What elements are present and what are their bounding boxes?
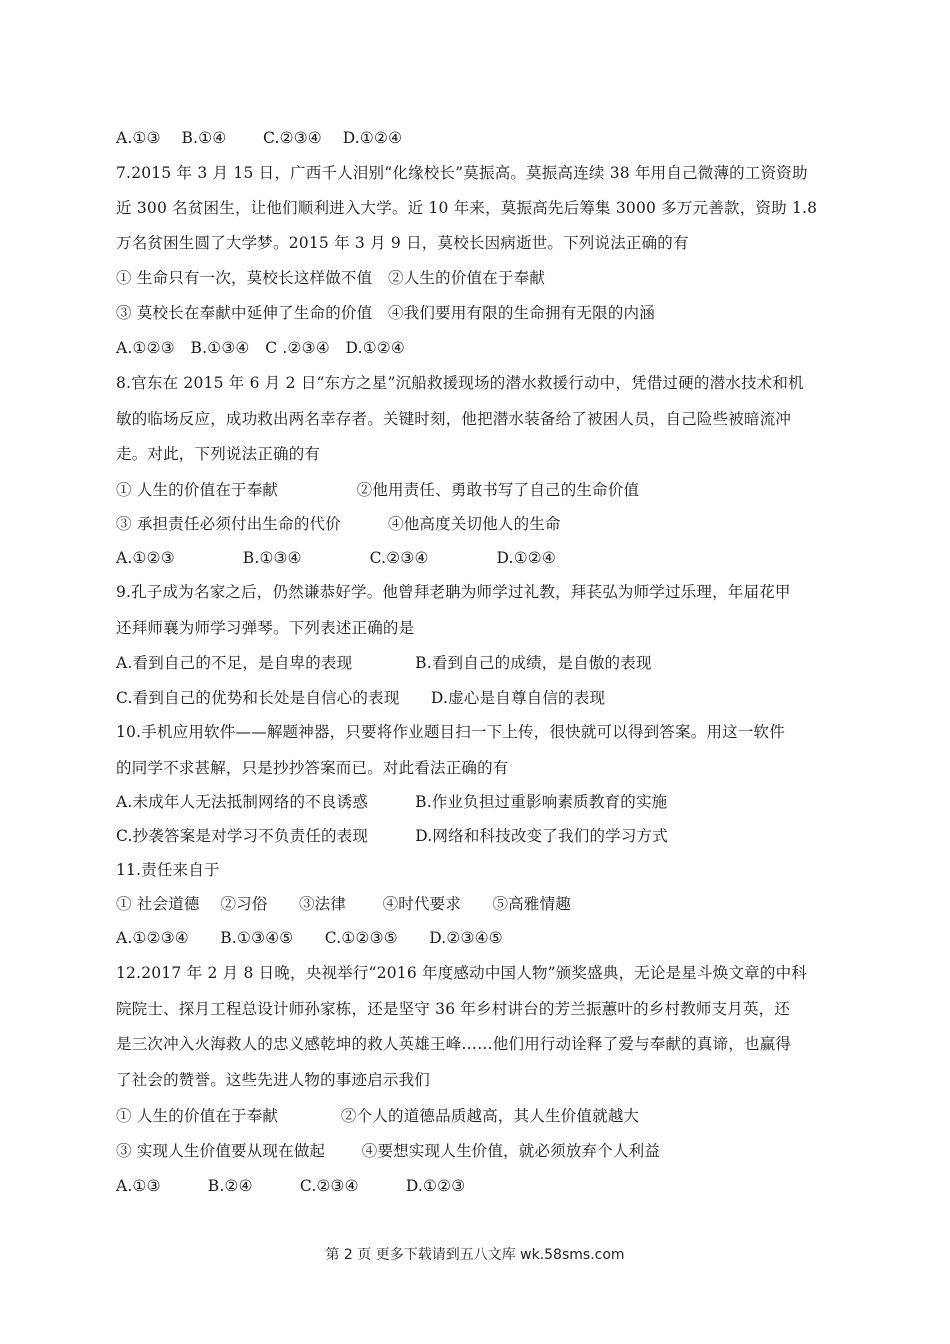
text-line: A.①②③④ B.①③④⑤ C.①②③⑤ D.②③④⑤ bbox=[116, 929, 503, 947]
text-line: ① 人生的价值在于奉献 ②他用责任、勇敢书写了自己的生命价值 bbox=[116, 481, 640, 499]
text-line: 11.责任来自于 bbox=[116, 861, 220, 879]
text-line: ③ 承担责任必须付出生命的代价 ④他高度关切他人的生命 bbox=[116, 515, 561, 533]
text-line: ① 生命只有一次，莫校长这样做不值 ②人生的价值在于奉献 bbox=[116, 269, 546, 287]
text-line: 还拜师襄为师学习弹琴。下列表述正确的是 bbox=[116, 619, 415, 637]
text-line: 走。对此，下列说法正确的有 bbox=[116, 445, 321, 463]
text-line: 院院士、探月工程总设计师孙家栋，还是坚守 36 年乡村讲台的芳兰振蕙叶的乡村教师支月英，还 bbox=[116, 1000, 791, 1018]
text-line: 9.孔子成为名家之后，仍然谦恭好学。他曾拜老聃为师学过礼教，拜苌弘为师学过乐理，年届花甲 bbox=[116, 583, 791, 601]
text-line: 12.2017 年 2 月 8 日晚，央视举行“2016 年度感动中国人物”颁奖盛典，无论是星斗焕文章的中科 bbox=[116, 964, 807, 982]
text-line: 万名贫困生圆了大学梦。2015 年 3 月 9 日，莫校长因病逝世。下列说法正确的有 bbox=[116, 234, 689, 252]
text-line: 了社会的赞誉。这些先进人物的事迹启示我们 bbox=[116, 1071, 431, 1089]
text-line: A.①③ B.②④ C.②③④ D.①②③ bbox=[116, 1177, 466, 1195]
text-line: 10.手机应用软件——解题神器，只要将作业题目扫一下上传，很快就可以得到答案。用这一软件 bbox=[116, 723, 785, 741]
text-line: 7.2015 年 3 月 15 日，广西千人泪别“化缘校长”莫振高。莫振高连续 38 年用自己微薄的工资资助 bbox=[116, 164, 808, 182]
text-line: 的同学不求甚解，只是抄抄答案而已。对此看法正确的有 bbox=[116, 759, 509, 777]
text-line: 是三次冲入火海救人的忠义感乾坤的救人英雄王峰……他们用行动诠释了爱与奉献的真谛，也赢得 bbox=[116, 1035, 792, 1053]
text-line: A.未成年人无法抵制网络的不良诱惑 B.作业负担过重影响素质教育的实施 bbox=[116, 793, 668, 811]
text-line: A.①③ B.①④ C.②③④ D.①②④ bbox=[116, 129, 403, 147]
text-line: ③ 实现人生价值要从现在做起 ④要想实现人生价值，就必须放弃个人利益 bbox=[116, 1142, 661, 1160]
text-line: A.①②③ B.①③④ C.②③④ D.①②④ bbox=[116, 549, 557, 567]
text-line: A.①②③ B.①③④ C .②③④ D.①②④ bbox=[116, 339, 405, 357]
text-line: 敏的临场反应，成功救出两名幸存者。关键时刻，他把潜水装备给了被困人员，自己险些被暗流冲 bbox=[116, 410, 792, 428]
text-line: ③ 莫校长在奉献中延伸了生命的价值 ④我们要用有限的生命拥有无限的内涵 bbox=[116, 304, 655, 322]
text-line: A.看到自己的不足，是自卑的表现 B.看到自己的成绩，是自傲的表现 bbox=[116, 654, 652, 672]
text-line: ① 社会道德 ②习俗 ③法律 ④时代要求 ⑤高雅情趣 bbox=[116, 895, 571, 913]
text-line: 8.官东在 2015 年 6 月 2 日“东方之星”沉船救援现场的潜水救援行动中，凭借过硬的潜水技术和机 bbox=[116, 374, 804, 392]
text-line: C.看到自己的优势和长处是自信心的表现 D.虚心是自尊自信的表现 bbox=[116, 689, 606, 707]
text-line: 近 300 名贫困生，让他们顺利进入大学。近 10 年来，莫振高先后筹集 3000 多万元善款，资助 1.8 bbox=[116, 199, 818, 217]
text-line: ① 人生的价值在于奉献 ②个人的道德品质越高，其人生价值就越大 bbox=[116, 1107, 640, 1125]
text-line: C.抄袭答案是对学习不负责任的表现 D.网络和科技改变了我们的学习方式 bbox=[116, 827, 668, 845]
page-footer: 第 2 页 更多下载请到五八文库 wk.58sms.com bbox=[325, 1247, 625, 1263]
